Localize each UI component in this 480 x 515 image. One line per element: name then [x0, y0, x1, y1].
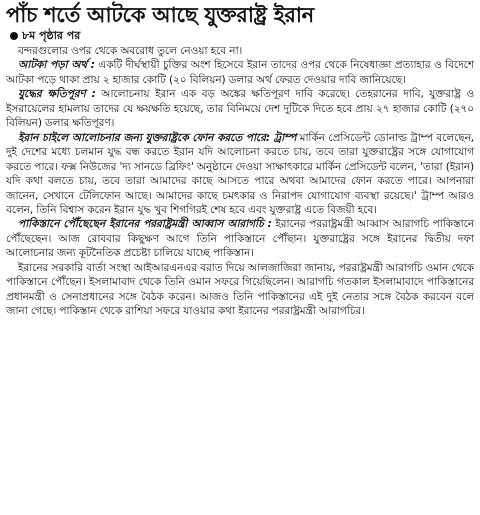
- paragraph-text: একটি দীর্ঘস্থায়ী চুক্তির অংশ হিসেবে ইরান তাদের ওপর থেকে নিষেধাজ্ঞা প্রত্যাহার ও বিদেশে আটকা পড়ে থাকা প্রায় ২ হাজার কোটি (২০ বিলিয়ন) ডলার অর্থ ফেরত দেওয়ার দাবি জানিয়েছে।: [6, 59, 474, 86]
- paragraph-war-compensation: [6, 87, 474, 130]
- paragraph-lead: আটকা পড়া অর্থ :: [18, 59, 95, 72]
- paragraph-lead: ইরান চাইলে আলোচনার জন্য যুক্তরাষ্ট্রকে ফোন করতে পারে: ট্রাম্প: [18, 131, 297, 144]
- paragraph-blockade: [6, 44, 474, 58]
- continued-from-text: ৮ম পৃষ্ঠার পর: [22, 29, 81, 42]
- headline: পাঁচ শর্তে আটকে আছে যুক্তরাষ্ট্র ইরান: [6, 3, 314, 27]
- paragraph-lead: পাকিস্তানে পৌঁছেছেন ইরানের পররাষ্ট্রমন্ত্রী আব্বাস আরাগচি :: [18, 218, 272, 231]
- paragraph-irna-report: [6, 261, 474, 319]
- paragraph-araghchi-pakistan: [6, 217, 474, 260]
- article-body: [6, 44, 474, 319]
- paragraph-text: বন্দরগুলোর ওপর থেকে অবরোধ তুলে নেওয়া হবে না।: [18, 45, 243, 57]
- bullet-icon: [10, 32, 18, 40]
- paragraph-trump-phone: [6, 131, 474, 218]
- paragraph-frozen-assets: [6, 58, 474, 87]
- paragraph-text: ইরানের পররাষ্ট্রমন্ত্রী আব্বাস আরাগচি পাকিস্তানে পৌঁছেছেন। আজ রোববার কিছুক্ষণ আগে তিনি পাকিস্তানে পৌঁছান। যুক্তরাষ্ট্রের সঙ্গে ইরানের দ্বিতীয় দফা আলোচনার জন্য কূটনৈতিক প্রচেষ্টা চালিয়ে যাচ্ছে পাকিস্তান।: [6, 218, 474, 260]
- paragraph-text: ইরানের সরকারি বার্তা সংস্থা আইআরএনএর বরাত দিয়ে আলজাজিরা জানায়, পররাষ্ট্রমন্ত্রী আরাগচি ওমান থেকে পাকিস্তানে পৌঁছেন। ইসলামাবাদ থেকে তিনি ওমান সফরে গিয়েছিলেন। আরাগচি গতকাল ইসলামাবাদে পাকিস্তানের প্রধানমন্ত্রী ও সেনাপ্রধানের সঙ্গে বৈঠক করেন। আজও তিনি পাকিস্তানের এই দুই নেতার সঙ্গে বৈঠক করবেন বলে জানা গেছে। পাকিস্তান থেকে রাশিয়া সফরে যাওয়ার কথা ইরানের পররাষ্ট্রমন্ত্রী আরাগচির।: [6, 261, 474, 318]
- paragraph-text: মার্কিন প্রেসিডেন্ট ডোনাল্ড ট্রাম্প বলেছেন, দুই দেশের মধ্যে চলমান যুদ্ধ বন্ধ করতে ইরান যদি আলোচনা করতে চায়, তবে তারা যুক্তরাষ্ট্রের সঙ্গে যোগাযোগ করতে পারে। ফক্স নিউজের 'দ্য সানডে ব্রিফিং' অনুষ্ঠানে দেওয়া সাক্ষাৎকারে মার্কিন প্রেসিডেন্ট বলেন, 'তারা (ইরান) যদি কথা বলতে চায়, তবে তারা আমাদের কাছে আসতে পারে অথবা আমাদের ফোন করতে পারে। আপনারা জানেন, সেখানে টেলিফোন আছে। আমাদের কাছে চমৎকার ও নিরাপদ যোগাযোগ ব্যবস্থা রয়েছে।' ট্রাম্প আরও বলেন, তিনি বিশ্বাস করেন ইরান যুদ্ধ খুব শিগগিরই শেষ হবে এবং যুক্তরাষ্ট্র এতে বিজয়ী হবে।: [6, 131, 474, 216]
- paragraph-lead: যুদ্ধের ক্ষতিপূরণ :: [18, 88, 96, 101]
- paragraph-text: আলোচনায় ইরান এক বড় অঙ্কের ক্ষতিপূরণ দাবি করেছে। তেহরানের দাবি, যুক্তরাষ্ট্র ও ইসরায়েলের হামলায় তাদের যে ক্ষয়ক্ষতি হয়েছে, তার বিনিময়ে দেশ দুটিকে দিতে হবে প্রায় ২৭ হাজার কোটি (২৭০ বিলিয়ন) ডলার ক্ষতিপূরণ।: [6, 88, 474, 130]
- continued-from-label: [6, 29, 474, 43]
